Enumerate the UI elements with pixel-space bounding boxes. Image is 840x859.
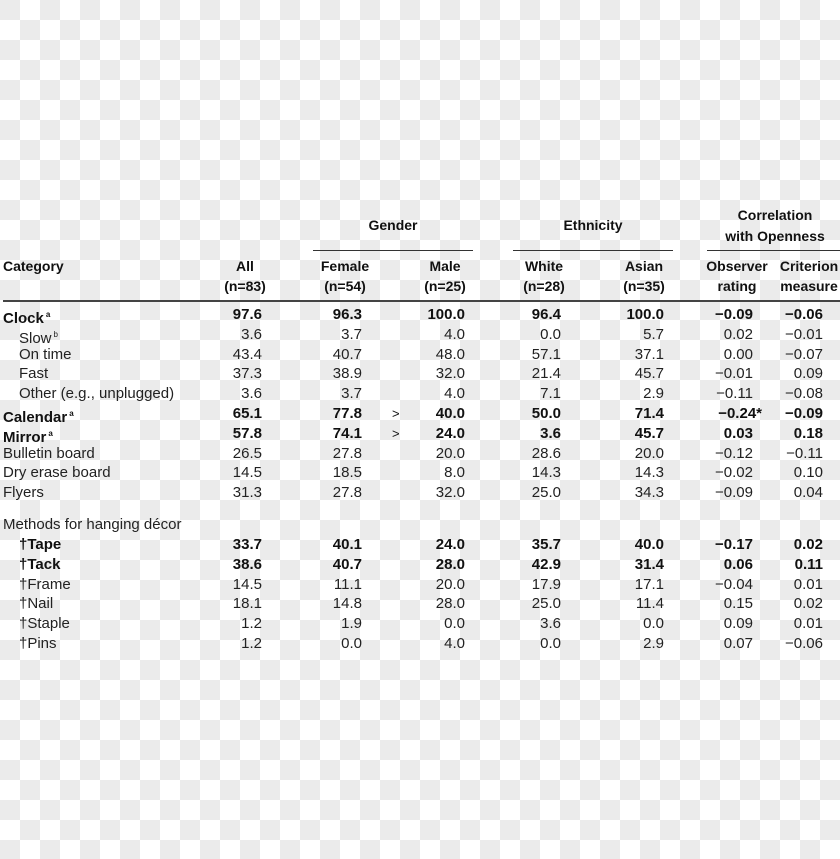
- row-label: [19, 535, 61, 555]
- cell-asian: 20.0: [634, 444, 664, 462]
- column-header-observer-sub: rating: [717, 278, 757, 294]
- cell-criterion: 0.10: [793, 464, 823, 482]
- cell-white: 42.9: [531, 555, 561, 573]
- cell-white: 21.4: [531, 365, 561, 383]
- cell-male: 32.0: [435, 365, 465, 383]
- cell-male: 20.0: [435, 575, 465, 593]
- cell-criterion: 0.18: [793, 424, 823, 442]
- column-header-male-n: (n=25): [424, 278, 466, 294]
- cell-observer: −0.12: [715, 444, 753, 462]
- cell-all: 14.5: [232, 575, 262, 593]
- row-label: [3, 444, 95, 464]
- cell-all: 38.6: [232, 555, 262, 573]
- cell-asian: 0.0: [643, 615, 664, 633]
- group-header-correlation-line1: Correlation: [737, 207, 813, 223]
- comparison-marker: >: [392, 425, 400, 441]
- cell-all: 31.3: [232, 484, 262, 502]
- ethnicity-rule: [513, 250, 673, 251]
- column-header-white: [504, 256, 584, 296]
- cell-female: 40.7: [332, 555, 362, 573]
- cell-male: 24.0: [435, 536, 465, 553]
- cell-female: 0.0: [341, 635, 362, 652]
- cell-criterion: 0.01: [793, 615, 823, 633]
- cell-all: 26.5: [232, 444, 262, 462]
- row-label: [19, 384, 174, 404]
- cell-female: 3.7: [341, 325, 362, 343]
- cell-criterion: −0.11: [786, 444, 823, 462]
- cell-observer: −0.01: [715, 365, 753, 383]
- column-header-asian-label: Asian: [624, 258, 664, 274]
- gender-rule: [313, 250, 473, 251]
- cell-criterion: −0.06: [785, 635, 823, 652]
- row-label-text: Clock: [3, 310, 44, 327]
- table-row: [0, 444, 840, 464]
- cell-female: 11.1: [333, 575, 362, 593]
- cell-male: 24.0: [435, 424, 465, 442]
- comparison-marker: >: [392, 406, 400, 421]
- cell-white: 0.0: [540, 325, 561, 343]
- row-label-text: Fast: [19, 365, 49, 383]
- section-label: [0, 515, 840, 535]
- cell-criterion: −0.08: [785, 385, 823, 403]
- cell-all: 18.1: [232, 595, 262, 613]
- table-row: [0, 325, 840, 345]
- row-label: [3, 463, 111, 483]
- table-row: [0, 305, 840, 325]
- row-label-text: Flyers: [3, 484, 44, 502]
- cell-all: 57.8: [232, 424, 262, 442]
- cell-male: 28.0: [435, 555, 465, 573]
- cell-observer: −0.24*: [718, 405, 762, 422]
- row-label-text: †Tape: [19, 536, 62, 553]
- cell-male: 20.0: [435, 444, 465, 462]
- cell-male: 4.0: [444, 385, 465, 403]
- cell-white: 35.7: [531, 536, 561, 553]
- cell-female: 40.7: [332, 345, 362, 363]
- cell-observer: −0.04: [715, 575, 753, 593]
- row-label: [19, 575, 71, 595]
- cell-asian: 45.7: [634, 424, 664, 442]
- cell-criterion: 0.11: [794, 555, 823, 573]
- cell-female: 74.1: [332, 424, 362, 442]
- column-header-male-label: Male: [429, 258, 461, 274]
- cell-white: 0.0: [540, 635, 561, 652]
- cell-criterion: −0.07: [785, 345, 823, 363]
- cell-white: 14.3: [531, 464, 561, 482]
- column-header-criterion-label: Criterion: [779, 258, 839, 274]
- column-header-asian-n: (n=35): [623, 278, 665, 294]
- cell-criterion: 0.09: [793, 365, 823, 383]
- table-row: [0, 483, 840, 503]
- cell-criterion: 0.04: [793, 484, 823, 502]
- row-label: [19, 364, 48, 384]
- row-label-text: Mirror: [3, 428, 47, 446]
- cell-all: 14.5: [232, 464, 262, 482]
- cell-female: 1.9: [341, 615, 362, 633]
- column-header-female-n: (n=54): [324, 278, 366, 294]
- row-label-text: †Pins: [19, 635, 57, 652]
- row-label-text: On time: [19, 345, 72, 363]
- column-header-criterion-sub: measure: [780, 278, 838, 294]
- cell-all: 43.4: [232, 345, 262, 363]
- cell-male: 32.0: [435, 484, 465, 502]
- row-label: [3, 483, 44, 503]
- cell-all: 33.7: [232, 536, 262, 553]
- table-row: [0, 424, 840, 444]
- cell-observer: 0.00: [723, 345, 753, 363]
- cell-observer: 0.15: [723, 595, 753, 613]
- cell-asian: 100.0: [626, 306, 664, 323]
- cell-criterion: 0.01: [793, 575, 823, 593]
- cell-white: 25.0: [531, 595, 561, 613]
- cell-asian: 17.1: [634, 575, 664, 593]
- cell-observer: 0.07: [723, 635, 753, 652]
- cell-male: 4.0: [444, 325, 465, 343]
- cell-white: 50.0: [531, 405, 561, 422]
- column-header-criterion: [773, 256, 840, 296]
- cell-asian: 11.4: [635, 595, 664, 613]
- row-label-text: †Nail: [19, 595, 54, 613]
- footnote-marker: a: [45, 310, 51, 319]
- cell-asian: 2.9: [643, 385, 664, 403]
- cell-female: 27.8: [332, 484, 362, 502]
- table-row: [0, 345, 840, 365]
- cell-asian: 31.4: [634, 555, 664, 573]
- cell-white: 28.6: [531, 444, 561, 462]
- column-header-white-label: White: [524, 258, 564, 274]
- row-label-text: †Staple: [19, 615, 70, 633]
- row-label: [19, 345, 72, 365]
- cell-asian: 71.4: [634, 405, 664, 422]
- cell-observer: 0.03: [723, 424, 753, 442]
- cell-observer: 0.02: [723, 325, 753, 343]
- cell-male: 40.0: [435, 405, 465, 422]
- cell-criterion: −0.09: [785, 405, 823, 422]
- section-label-text: Methods for hanging décor: [3, 516, 182, 533]
- row-label-text: †Tack: [19, 555, 61, 573]
- cell-female: 3.7: [341, 385, 362, 403]
- column-header-male: [405, 256, 485, 296]
- row-label-text: Dry erase board: [3, 464, 111, 482]
- cell-observer: −0.17: [715, 536, 753, 553]
- cell-female: 14.8: [332, 595, 362, 613]
- cell-all: 97.6: [232, 306, 262, 323]
- cell-white: 57.1: [531, 345, 561, 363]
- table-row: [0, 364, 840, 384]
- footnote-marker: a: [48, 428, 53, 438]
- group-header-correlation-line2: with Openness: [725, 228, 825, 244]
- cell-female: 27.8: [332, 444, 362, 462]
- row-label: [19, 614, 70, 634]
- row-label-text: Bulletin board: [3, 444, 95, 462]
- cell-white: 3.6: [540, 424, 561, 442]
- cell-white: 7.1: [540, 385, 561, 403]
- row-label: [19, 634, 57, 654]
- cell-female: 40.1: [332, 536, 362, 553]
- cell-male: 100.0: [427, 306, 465, 323]
- cell-male: 0.0: [444, 615, 465, 633]
- cell-all: 1.2: [241, 635, 262, 652]
- cell-white: 96.4: [531, 306, 561, 323]
- cell-criterion: 0.02: [793, 536, 823, 553]
- row-label-text: Other (e.g., unplugged): [19, 385, 175, 403]
- cell-female: 96.3: [332, 306, 362, 323]
- cell-asian: 2.9: [643, 635, 664, 652]
- cell-criterion: −0.01: [785, 325, 823, 343]
- row-label: [19, 594, 53, 614]
- footnote-marker: b: [53, 329, 58, 339]
- cell-male: 4.0: [444, 635, 465, 652]
- cell-observer: −0.09: [715, 484, 753, 502]
- column-header-all-n: (n=83): [224, 278, 266, 294]
- column-header-observer-label: Observer: [706, 258, 768, 274]
- table-row: [0, 463, 840, 483]
- cell-criterion: 0.02: [793, 595, 823, 613]
- cell-white: 3.6: [540, 615, 561, 633]
- cell-all: 3.6: [241, 385, 262, 403]
- cell-asian: 45.7: [634, 365, 664, 383]
- row-label-text: †Frame: [19, 575, 71, 593]
- cell-observer: −0.02: [715, 464, 753, 482]
- column-header-female-label: Female: [320, 258, 370, 274]
- table-row: [0, 404, 840, 424]
- cell-asian: 34.3: [634, 484, 664, 502]
- cell-female: 18.5: [332, 464, 362, 482]
- cell-male: 48.0: [435, 345, 465, 363]
- cell-all: 37.3: [232, 365, 262, 383]
- cell-observer: 0.09: [723, 615, 753, 633]
- cell-all: 65.1: [232, 405, 262, 422]
- cell-observer: 0.06: [723, 555, 753, 573]
- table-row: [0, 614, 840, 634]
- cell-asian: 37.1: [634, 345, 664, 363]
- cell-female: 77.8: [332, 405, 362, 422]
- cell-white: 17.9: [531, 575, 561, 593]
- cell-male: 8.0: [444, 464, 465, 482]
- group-header-gender: Gender: [368, 217, 418, 233]
- footnote-marker: a: [69, 409, 74, 418]
- table-row: [0, 575, 840, 595]
- column-header-asian: [604, 256, 684, 296]
- correlation-rule: [707, 250, 840, 251]
- cell-observer: −0.09: [715, 306, 753, 323]
- table-row: [0, 634, 840, 654]
- table-row: [0, 535, 840, 555]
- column-header-white-n: (n=28): [523, 278, 565, 294]
- cell-male: 28.0: [435, 595, 465, 613]
- table-row: [0, 594, 840, 614]
- header-bottom-rule: [3, 300, 840, 302]
- cell-asian: 5.7: [643, 325, 664, 343]
- table-row: [0, 555, 840, 575]
- column-header-all: [205, 256, 285, 296]
- cell-all: 3.6: [241, 325, 262, 343]
- cell-observer: −0.11: [716, 385, 753, 403]
- cell-asian: 40.0: [634, 536, 664, 553]
- table-row: [0, 384, 840, 404]
- column-header-category: Category: [3, 258, 64, 274]
- cell-criterion: −0.06: [785, 306, 823, 323]
- group-header-ethnicity: Ethnicity: [563, 217, 623, 233]
- cell-white: 25.0: [531, 484, 561, 502]
- row-label: [19, 555, 60, 575]
- cell-all: 1.2: [241, 615, 262, 633]
- row-label-text: Slow: [19, 329, 52, 347]
- cell-female: 38.9: [332, 365, 362, 383]
- column-header-female: [305, 256, 385, 296]
- column-header-observer: [701, 256, 773, 296]
- cell-asian: 14.3: [634, 464, 664, 482]
- row-label-text: Calendar: [3, 409, 68, 426]
- column-header-all-label: All: [236, 258, 254, 274]
